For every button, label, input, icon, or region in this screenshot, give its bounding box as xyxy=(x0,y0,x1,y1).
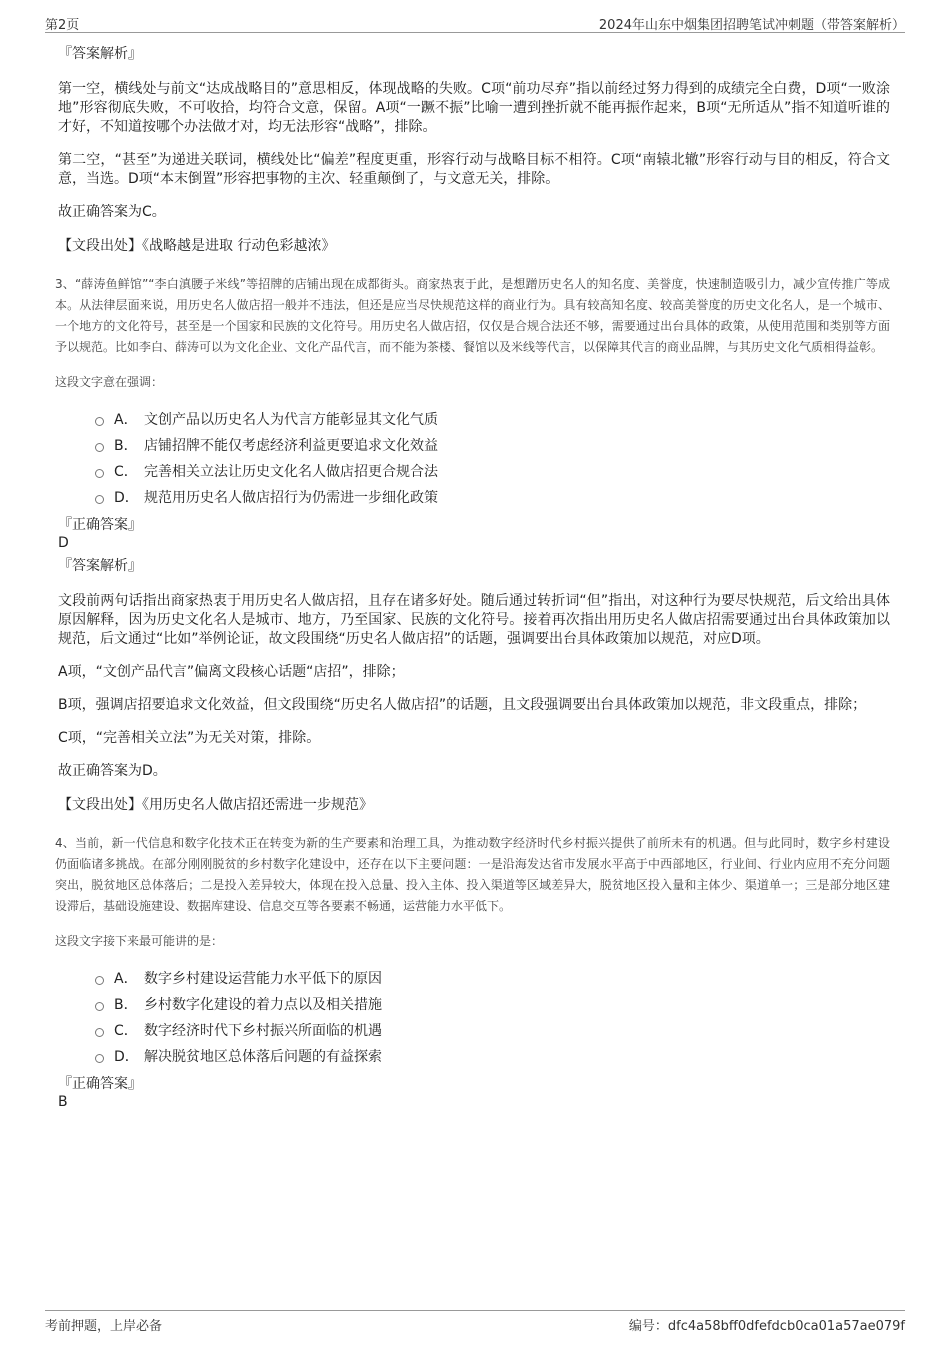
radio-icon[interactable] xyxy=(95,976,104,985)
document-title: 2024年山东中烟集团招聘笔试冲刺题（带答案解析） xyxy=(598,18,905,33)
correct-answer-label: 『正确答案』 xyxy=(58,1076,142,1092)
option-letter: A． xyxy=(114,412,138,428)
options-list xyxy=(95,965,890,1069)
analysis-paragraph: C项，“完善相关立法”为无关对策，排除。 xyxy=(58,730,321,746)
option-text: 解决脱贫地区总体落后问题的有益探索 xyxy=(144,1049,382,1065)
correct-answer: D xyxy=(58,535,69,551)
option-letter: D． xyxy=(114,490,139,506)
analysis-conclusion: 故正确答案为D。 xyxy=(58,763,167,779)
footer-slogan: 考前押题，上岸必备 xyxy=(45,1319,163,1334)
question-stem: 3、“薛涛鱼鲜馆”“李白滇腰子米线”等招牌的店铺出现在成都街头。商家热衷于此，是想蹭历史名人的知名度、美誉度，快速制造吸引力，减少宣传推广等成本。从法律层面来说，用历史名人做店招一般并不违法，但还是应当尽快规范这样的商业行为。具有较高知名度、较高美誉度的历史文化名人，是一个城市、一个地方的文化符号，甚至是一个国家和民族的文化符号。用历史名人做店招，仅仅是合规合法还不够，需要通过出台具体的政策，从使用范围和类别等方面予以规范。比如李白、薛涛可以为文化企业、文化产品代言，而不能为茶楼、餐馆以及米线等代言，以保障其代言的商业品牌，与其历史文化气质相得益彰。 xyxy=(55,277,890,354)
radio-icon[interactable] xyxy=(95,417,104,426)
question-prompt: 这段文字接下来最可能讲的是： xyxy=(55,934,224,948)
radio-icon[interactable] xyxy=(95,1028,104,1037)
analysis-paragraph: B项，强调店招要追求文化效益，但文段围绕“历史名人做店招”的话题，且文段强调要出台具体政策加以规范，非文段重点，排除； xyxy=(58,697,867,713)
question-prompt: 这段文字意在强调： xyxy=(55,375,164,389)
page-header xyxy=(45,12,905,33)
option-c[interactable] xyxy=(95,458,890,484)
radio-icon[interactable] xyxy=(95,1002,104,1011)
page-footer xyxy=(45,1310,905,1337)
option-b[interactable] xyxy=(95,432,890,458)
radio-icon[interactable] xyxy=(95,495,104,504)
question-stem: 4、当前，新一代信息和数字化技术正在转变为新的生产要素和治理工具，为推动数字经济时代乡村振兴提供了前所未有的机遇。但与此同时，数字乡村建设仍面临诸多挑战。在部分刚刚脱贫的乡村数字化建设中，还存在以下主要问题：一是沿海发达省市发展水平高于中西部地区，行业间、行业内应用不充分问题突出，脱贫地区总体落后；二是投入差异较大，体现在投入总量、投入主体、投入渠道等区域差异大，脱贫地区投入量和主体少、渠道单一；三是部分地区建设滞后，基础设施建设、数据库建设、信息交互等各要素不畅通，运营能力水平低下。 xyxy=(55,836,890,913)
option-letter: C． xyxy=(114,464,138,480)
main-content xyxy=(55,44,890,1115)
option-letter: B． xyxy=(114,997,138,1013)
option-d[interactable] xyxy=(95,1043,890,1069)
option-letter: A． xyxy=(114,971,138,987)
options-list xyxy=(95,406,890,510)
document-serial xyxy=(629,1315,905,1334)
analysis-paragraph: 文段前两句话指出商家热衷于用历史名人做店招，且存在诸多好处。随后通过转折词“但”指出，对这种行为要尽快规范，后文给出具体原因解释，因为历史文化名人是城市、地方，乃至国家、民族的文化符号。接着再次指出用历史名人做店招需要通过出台具体政策加以规范，后文通过“比如”举例论证，故文段围绕“历史名人做店招”的话题，强调要出台具体政策加以规范，对应D项。 xyxy=(58,593,890,647)
analysis-label: 『答案解析』 xyxy=(58,46,142,62)
option-letter: D． xyxy=(114,1049,139,1065)
option-text: 数字经济时代下乡村振兴所面临的机遇 xyxy=(144,1023,382,1039)
option-text: 店铺招牌不能仅考虑经济利益更要追求文化效益 xyxy=(144,438,438,454)
serial-label: 编号： xyxy=(628,1319,668,1334)
source-citation: 【文段出处】《用历史名人做店招还需进一步规范》 xyxy=(58,797,373,813)
correct-answer-label: 『正确答案』 xyxy=(58,517,142,533)
option-text: 规范用历史名人做店招行为仍需进一步细化政策 xyxy=(144,490,438,506)
option-text: 乡村数字化建设的着力点以及相关措施 xyxy=(144,997,382,1013)
serial-number: dfc4a58bff0dfefdcb0ca01a57ae079f xyxy=(667,1319,905,1334)
question-4 xyxy=(55,833,890,1111)
page-number: 第2页 xyxy=(45,18,80,33)
radio-icon[interactable] xyxy=(95,1054,104,1063)
analysis-label: 『答案解析』 xyxy=(58,558,142,574)
radio-icon[interactable] xyxy=(95,443,104,452)
analysis-paragraph: A项，“文创产品代言”偏离文段核心话题“店招”，排除； xyxy=(58,664,405,680)
analysis-paragraph: 第一空，横线处与前文“达成战略目的”意思相反，体现战略的失败。C项“前功尽弃”指以前经过努力得到的成绩完全白费，D项“一败涂地”形容彻底失败，不可收拾，均符合文意，保留。A项“一蹶不振”比喻一遭到挫折就不能再振作起来，B项“无所适从”指不知道听谁的才好，不知道按哪个办法做才对，均无法形容“战略”，排除。 xyxy=(58,81,890,135)
analysis-conclusion: 故正确答案为C。 xyxy=(58,204,166,220)
q2-analysis xyxy=(55,44,890,256)
option-a[interactable] xyxy=(95,965,890,991)
question-3 xyxy=(55,274,890,815)
option-d[interactable] xyxy=(95,484,890,510)
correct-answer: B xyxy=(58,1094,68,1110)
option-b[interactable] xyxy=(95,991,890,1017)
option-text: 数字乡村建设运营能力水平低下的原因 xyxy=(144,971,382,987)
radio-icon[interactable] xyxy=(95,469,104,478)
option-letter: B． xyxy=(114,438,138,454)
source-citation: 【文段出处】《战略越是进取 行动色彩越浓》 xyxy=(58,238,336,254)
option-text: 文创产品以历史名人为代言方能彰显其文化气质 xyxy=(144,412,438,428)
analysis-paragraph: 第二空，“甚至”为递进关联词，横线处比“偏差”程度更重，形容行动与战略目标不相符。C项“南辕北辙”形容行动与目的相反，符合文意，当选。D项“本末倒置”形容把事物的主次、轻重颠倒了，与文意无关，排除。 xyxy=(58,152,890,187)
option-letter: C． xyxy=(114,1023,138,1039)
option-c[interactable] xyxy=(95,1017,890,1043)
option-text: 完善相关立法让历史文化名人做店招更合规合法 xyxy=(144,464,438,480)
option-a[interactable] xyxy=(95,406,890,432)
